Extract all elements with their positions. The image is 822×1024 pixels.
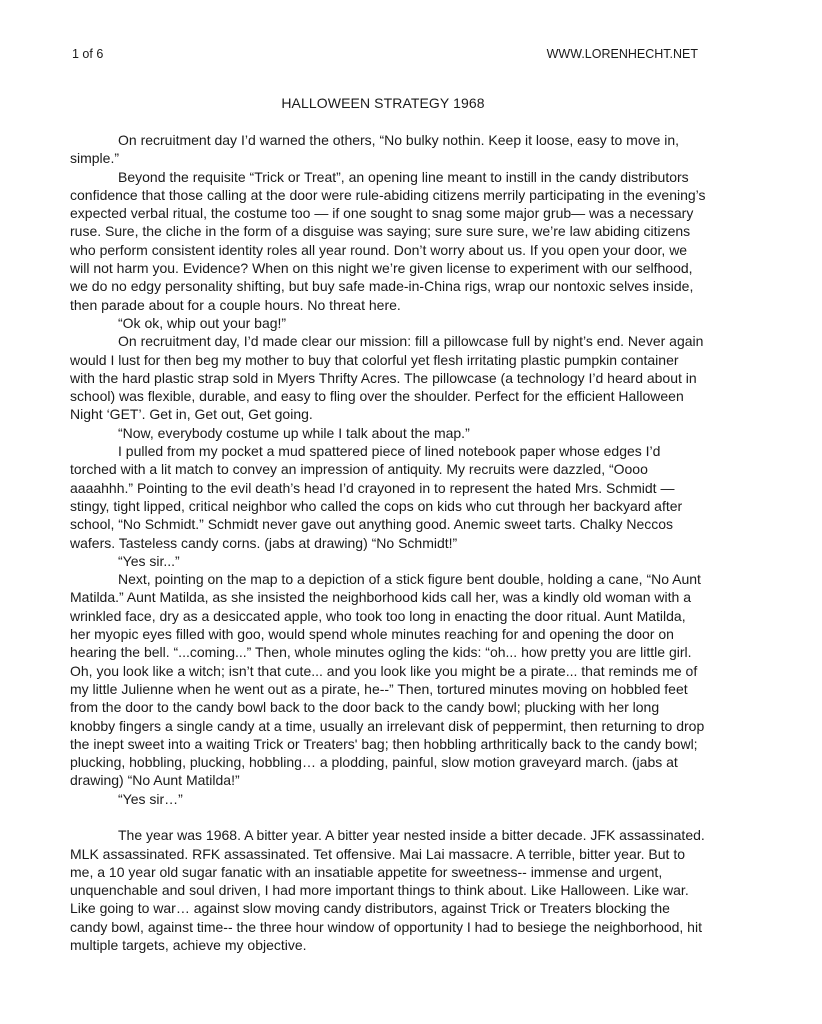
paragraph: I pulled from my pocket a mud spattered piece of lined notebook paper whose edges I’d torched with a lit match to convey an impression of antiquity. My recruits were dazzled, “Oooo aaaahhh.” Pointing to the evil death’s head I’d crayoned in to represent the hated Mrs. Schmidt — stingy, tight lipped, critical neighbor who called the cops on kids who cut through her backyard after school, “No Schmidt.” Schmidt never gave out anything good. Anemic sweet tarts. Chalky Neccos wafers. Tasteless candy corns. (jabs at drawing) “No Schmidt!” — [70, 443, 683, 551]
document-body — [70, 131, 706, 954]
paragraph: On recruitment day, I’d made clear our mission: fill a pillowcase full by night’s end. Never again would I lust for then beg my mother to buy that colorful yet flesh irritating plastic pumpkin container with the hard plastic strap sold in Myers Thrifty Acres. The pillowcase (a technology I’d heard about in school) was flexible, durable, and easy to fling over the shoulder. Perfect for the efficient Halloween Night ‘GET’. Get in, Get out, Get going. — [70, 333, 704, 423]
document-title: HALLOWEEN STRATEGY 1968 — [281, 95, 485, 111]
paragraph: Next, pointing on the map to a depiction of a stick figure bent double, holding a cane, “No Aunt Matilda.” Aunt Matilda, as she insisted the neighborhood kids call her, was a kindly old woman with a wrinkled face, dry as a desiccated apple, who took too long in enacting the door ritual. Aunt Matilda, her myopic eyes filled with goo, would spend whole minutes reaching for and opening the door on hearing the bell. “...coming...” Then, whole minutes ogling the kids: “oh... how pretty you are little girl. Oh, you look like a witch; isn’t that cute... and you look like you might be a pirate... that reminds me of my little Julienne when he went out as a pirate, he--” Then, tortured minutes moving on hobbled feet from the door to the candy bowl back to the door back to the candy bowl; plucking with her long knobby fingers a single candy at a time, usually an irrelevant disk of peppermint, then returning to drop the inept sweet into a waiting Trick or Treaters' bag; then hobbling arthritically back to the candy bowl; plucking, hobbling, plucking, hobbling… a plodding, painful, slow motion graveyard march. (jabs at drawing) “No Aunt Matilda!” — [70, 571, 705, 789]
paragraph: “Now, everybody costume up while I talk about the map.” — [118, 424, 470, 441]
paragraph: On recruitment day I’d warned the others, “No bulky nothin. Keep it loose, easy to move in, simple.” — [70, 132, 680, 167]
paragraph: “Ok ok, whip out your bag!” — [118, 314, 287, 331]
website-url: WWW.LORENHECHT.NET — [546, 47, 698, 61]
paragraph: “Yes sir…” — [118, 790, 183, 807]
paragraph: Beyond the requisite “Trick or Treat”, an opening line meant to instill in the candy distributors confidence that those calling at the door were rule-abiding citizens merrily participating in the evening’s expected verbal ritual, the costume too — if one sought to snag some major grub— was a necessary ruse. Sure, the cliche in the form of a disguise was saying; sure sure sure, we’re law abiding citizens who perform consistent identity roles all year round. Don’t worry about us. If you open your door, we will not harm you. Evidence? When on this night we’re given license to experiment with our selfhood, we do no edgy personality shifting, but buy safe made-in-China rigs, wrap our nontoxic selves inside, then parade about for a couple hours. No threat here. — [70, 168, 706, 313]
paragraph: “Yes sir...” — [118, 552, 180, 569]
page-number: 1 of 6 — [72, 47, 104, 61]
paragraph: The year was 1968. A bitter year. A bitter year nested inside a bitter decade. JFK assassinated. MLK assassinated. RFK assassinated. Tet offensive. Mai Lai massacre. A terrible, bitter year. But to me, a 10 year old sugar fanatic with an insatiable appetite for sweetness-- immense and urgent, unquenchable and soul driven, I had more important things to think about. Like Halloween. Like war. Like going to war… against slow moving candy distributors, against Trick or Treaters blocking the candy bowl, against time-- the three hour window of opportunity I had to besiege the neighborhood, hit multiple targets, achieve my objective. — [70, 827, 705, 954]
